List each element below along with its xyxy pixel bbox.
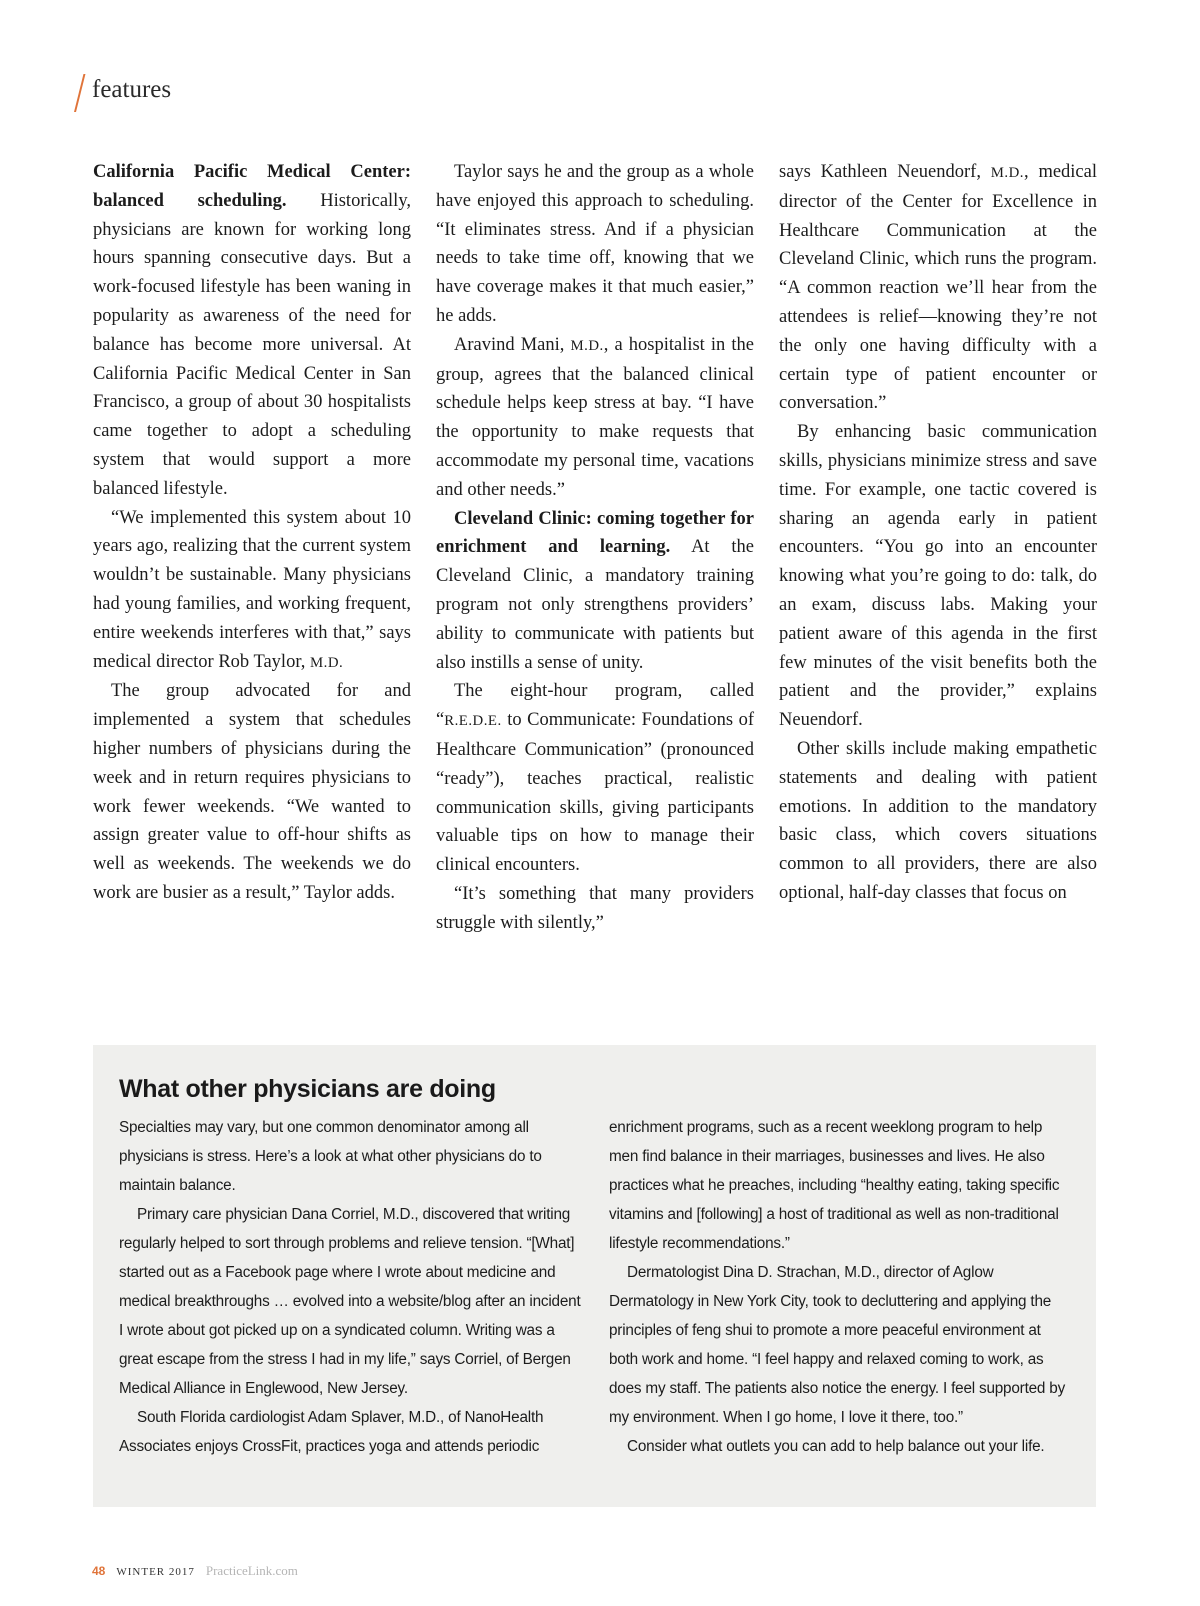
paragraph: Dermatologist Dina D. Strachan, M.D., director of Aglow Dermatology in New York City, took to decluttering and applying the principles of feng shui to promote a more peaceful environment at both work and home. “I feel happy and relaxed coming to work, as does my staff. The patients also notice the energy. I feel supported by my environment. When I go home, I love it there, too.” bbox=[609, 1264, 1066, 1426]
paragraph: South Florida cardiologist Adam Splaver, M.D., of NanoHealth Associates enjoys CrossFit, practices yoga and attends periodic bbox=[119, 1409, 544, 1455]
article-column-2 bbox=[436, 158, 754, 938]
credential: M.D. bbox=[310, 654, 344, 671]
paragraph: The group advocated for and implemented a system that schedules higher numbers of physicians during the week and in return requires physicians to work fewer weekends. “We wanted to assign greater value to off-hour shifts as well as weekends. The weekends we do work are busier as a result,” Taylor adds. bbox=[93, 681, 411, 903]
sidebar-title: What other physicians are doing bbox=[119, 1075, 496, 1103]
subhead-cpmc: California Pacific Medical Center: balanced scheduling. bbox=[93, 162, 411, 211]
paragraph: “It’s something that many providers struggle with silently,” bbox=[436, 883, 754, 933]
paragraph: Aravind Mani, M.D., a hospitalist in the group, agrees that the balanced clinical schedule helps keep stress at bay. “I have the opportunity to make requests that accommodate my personal time, vacations and other needs.” bbox=[436, 334, 754, 500]
credential: M.D. bbox=[570, 337, 604, 354]
paragraph: “We implemented this system about 10 years ago, realizing that the current system wouldn’t be sustainable. Many physicians had young families, and working frequent, entire weekends interferes with that,” says medical director Rob Taylor, M.D. bbox=[93, 507, 411, 672]
paragraph: The eight-hour program, called “R.E.D.E. to Communicate: Foundations of Healthcare Communication” (pronounced “ready”), teaches practical, realistic communication skills, giving participants valuable tips on how to manage their clinical encounters. bbox=[436, 681, 754, 876]
section-label: features bbox=[92, 76, 172, 103]
paragraph: Primary care physician Dana Corriel, M.D., discovered that writing regularly helped to sort through problems and relieve tension. “[What] started out as a Facebook page where I wrote about medicine and medical breakthroughs … evolved into a website/blog after an incident I wrote about got picked up on a syndicated column. Writing was a great escape from the stress I had in my life,” says Corriel, of Bergen Medical Alliance in Englewood, New Jersey. bbox=[119, 1206, 581, 1397]
paragraph: enrichment programs, such as a recent weeklong program to help men find balance in their marriages, businesses and lives. He also practices what he preaches, including “healthy eating, taking specific vitamins and [following] a host of traditional as well as non-traditional lifestyle recommendations.” bbox=[609, 1119, 1060, 1252]
accent-slash bbox=[74, 74, 85, 112]
paragraph: Cleveland Clinic: coming together for enrichment and learning. At the Cleveland Clinic, a mandatory training program not only strengthens providers’ ability to communicate with patients but also instills a sense of unity. bbox=[436, 508, 754, 673]
article-column-1 bbox=[93, 158, 411, 908]
paragraph: Specialties may vary, but one common denominator among all physicians is stress. Here’s a look at what other physicians do to maintain balance. bbox=[119, 1119, 542, 1194]
page-footer bbox=[92, 1563, 298, 1579]
paragraph: California Pacific Medical Center: balanced scheduling. Historically, physicians are known for working long hours spanning consecutive days. But a work-focused lifestyle has been waning in popularity as awareness of the need for balance has become more universal. At California Pacific Medical Center in San Francisco, a group of about 30 hospitalists came together to adopt a scheduling system that would support a more balanced lifestyle. bbox=[93, 162, 411, 499]
acronym: R.E.D.E. bbox=[444, 713, 502, 730]
paragraph: Taylor says he and the group as a whole have enjoyed this approach to scheduling. “It eliminates stress. And if a physician needs to take time off, knowing that we have coverage makes it that much easier,” he adds. bbox=[436, 162, 754, 326]
page-number: 48 bbox=[92, 1564, 106, 1578]
sidebar-box bbox=[93, 1045, 1096, 1507]
credential: M.D. bbox=[990, 165, 1025, 181]
article-column-3 bbox=[779, 158, 1097, 908]
site-name: PracticeLink.com bbox=[205, 1563, 298, 1578]
subhead-cleveland: Cleveland Clinic: coming together for enrichment and learning. bbox=[436, 508, 754, 558]
sidebar-column-2 bbox=[609, 1113, 1071, 1461]
issue-label: WINTER 2017 bbox=[116, 1566, 195, 1578]
sidebar-column-1 bbox=[119, 1113, 581, 1461]
paragraph: Consider what outlets you can add to help balance out your life. bbox=[627, 1438, 1045, 1455]
paragraph: Other skills include making empathetic statements and dealing with patient emotions. In addition to the mandatory basic class, which covers situations common to all providers, there are also optional, half-day classes that focus on bbox=[779, 738, 1097, 903]
paragraph: By enhancing basic communication skills, physicians minimize stress and save time. For example, one tactic covered is sharing an agenda early in patient encounters. “You go into an encounter knowing what you’re going to do: talk, do an exam, discuss labs. Making your patient aware of this agenda in the first few minutes of the visit benefits both the patient and the provider,” explains Neuendorf. bbox=[779, 422, 1097, 731]
paragraph: says Kathleen Neuendorf, M.D., medical director of the Center for Excellence in Healthcare Communication at the Cleveland Clinic, which runs the program. “A common reaction we’ll hear from the attendees is relief—knowing they’re not the only one having difficulty with a certain type of patient encounter or conversation.” bbox=[779, 162, 1097, 414]
